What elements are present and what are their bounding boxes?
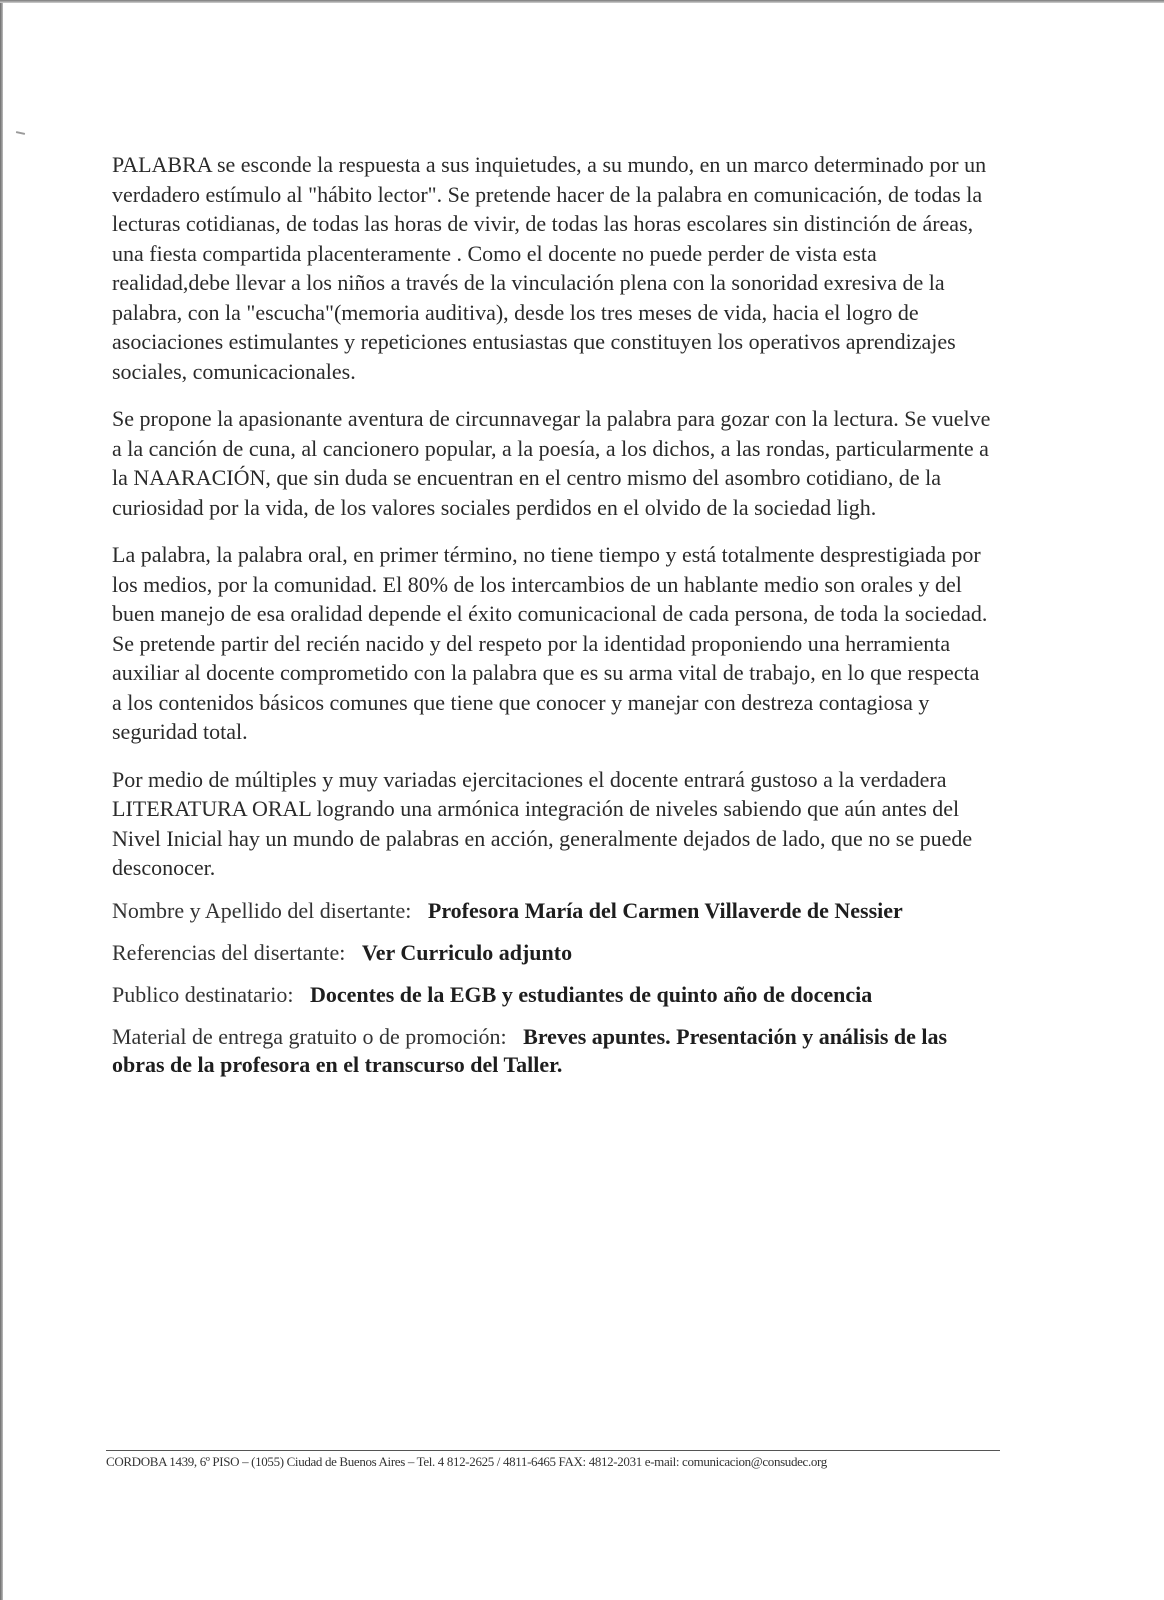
- paragraph-2: Se propone la apasionante aventura de circunnavegar la palabra para gozar con la lectura. Se vuelve a la canción de cuna, al cancionero popular, a la poesía, a los dichos, a las rondas, particularmente a la NAARACIÓN, que sin duda se encuentran en el centro mismo del asombro cotidiano, de la curiosidad por la vida, de los valores sociales perdidos en el olvido de la sociedad ligh.: [112, 406, 991, 520]
- footer-rule: [106, 1450, 1000, 1451]
- paragraph-4: Por medio de múltiples y muy variadas ejercitaciones el docente entrará gustoso a la verdadera LITERATURA ORAL logrando una armónica integración de niveles sabiendo que aún antes del Nivel Inicial hay un mundo de palabras en acción, generalmente dejados de lado, que no se puede desconocer.: [112, 766, 973, 880]
- scan-mark: [16, 131, 25, 135]
- audience-field: [112, 981, 992, 1009]
- speaker-field: [112, 897, 992, 925]
- material-label: Material de entrega gratuito o de promoción:: [112, 1023, 507, 1049]
- scan-left-edge: [0, 0, 3, 1600]
- scan-top-edge: [0, 0, 1164, 3]
- speaker-value: Profesora María del Carmen Villaverde de Nessier: [427, 897, 903, 923]
- audience-label: Publico destinatario:: [112, 981, 294, 1007]
- document-body: [112, 150, 992, 1093]
- references-field: [112, 939, 992, 967]
- audience-value: Docentes de la EGB y estudiantes de quinto año de docencia: [309, 981, 873, 1007]
- references-label: Referencias del disertante:: [112, 939, 346, 965]
- paragraph-3: La palabra, la palabra oral, en primer término, no tiene tiempo y está totalmente desprestigiada por los medios, por la comunidad. El 80% de los intercambios de un hablante medio son orales y del buen manejo de esa oralidad depende el éxito comunicacional de cada persona, de toda la sociedad. Se pretende partir del recién nacido y del respeto por la identidad proponiendo una herramienta auxiliar al docente comprometido con la palabra que es su arma vital de trabajo, en lo que respecta a los contenidos básicos comunes que tiene que conocer y manejar con destreza contagiosa y seguridad total.: [112, 542, 988, 744]
- paragraph-1: PALABRA se esconde la respuesta a sus inquietudes, a su mundo, en un marco determinado por un verdadero estímulo al "hábito lector". Se pretende hacer de la palabra en comunicación, de todas la lecturas cotidianas, de todas las horas de vivir, de todas las horas escolares sin distinción de áreas, una fiesta compartida placenteramente . Como el docente no puede perder de vista esta realidad,debe llevar a los niños a través de la vinculación plena con la sonoridad exresiva de la palabra, con la "escucha"(memoria auditiva), desde los tres meses de vida, hacia el logro de asociaciones estimulantes y repeticiones entusiastas que constituyen los operativos aprendizajes sociales, comunicacionales.: [112, 152, 987, 384]
- footer-address: CORDOBA 1439, 6º PISO – (1055) Ciudad de Buenos Aires – Tel. 4 812-2625 / 4811-6465 FAX: 4812-2031 e-mail: comunicacion@consudec.org: [106, 1454, 827, 1469]
- letterhead-footer: [106, 1450, 1000, 1470]
- material-value: Breves apuntes. Presentación y análisis de las obras de la profesora en el transcurso del Taller.: [112, 1023, 948, 1077]
- references-value: Ver Curriculo adjunto: [361, 939, 573, 965]
- speaker-label: Nombre y Apellido del disertante:: [112, 897, 412, 923]
- material-field: [112, 1023, 992, 1079]
